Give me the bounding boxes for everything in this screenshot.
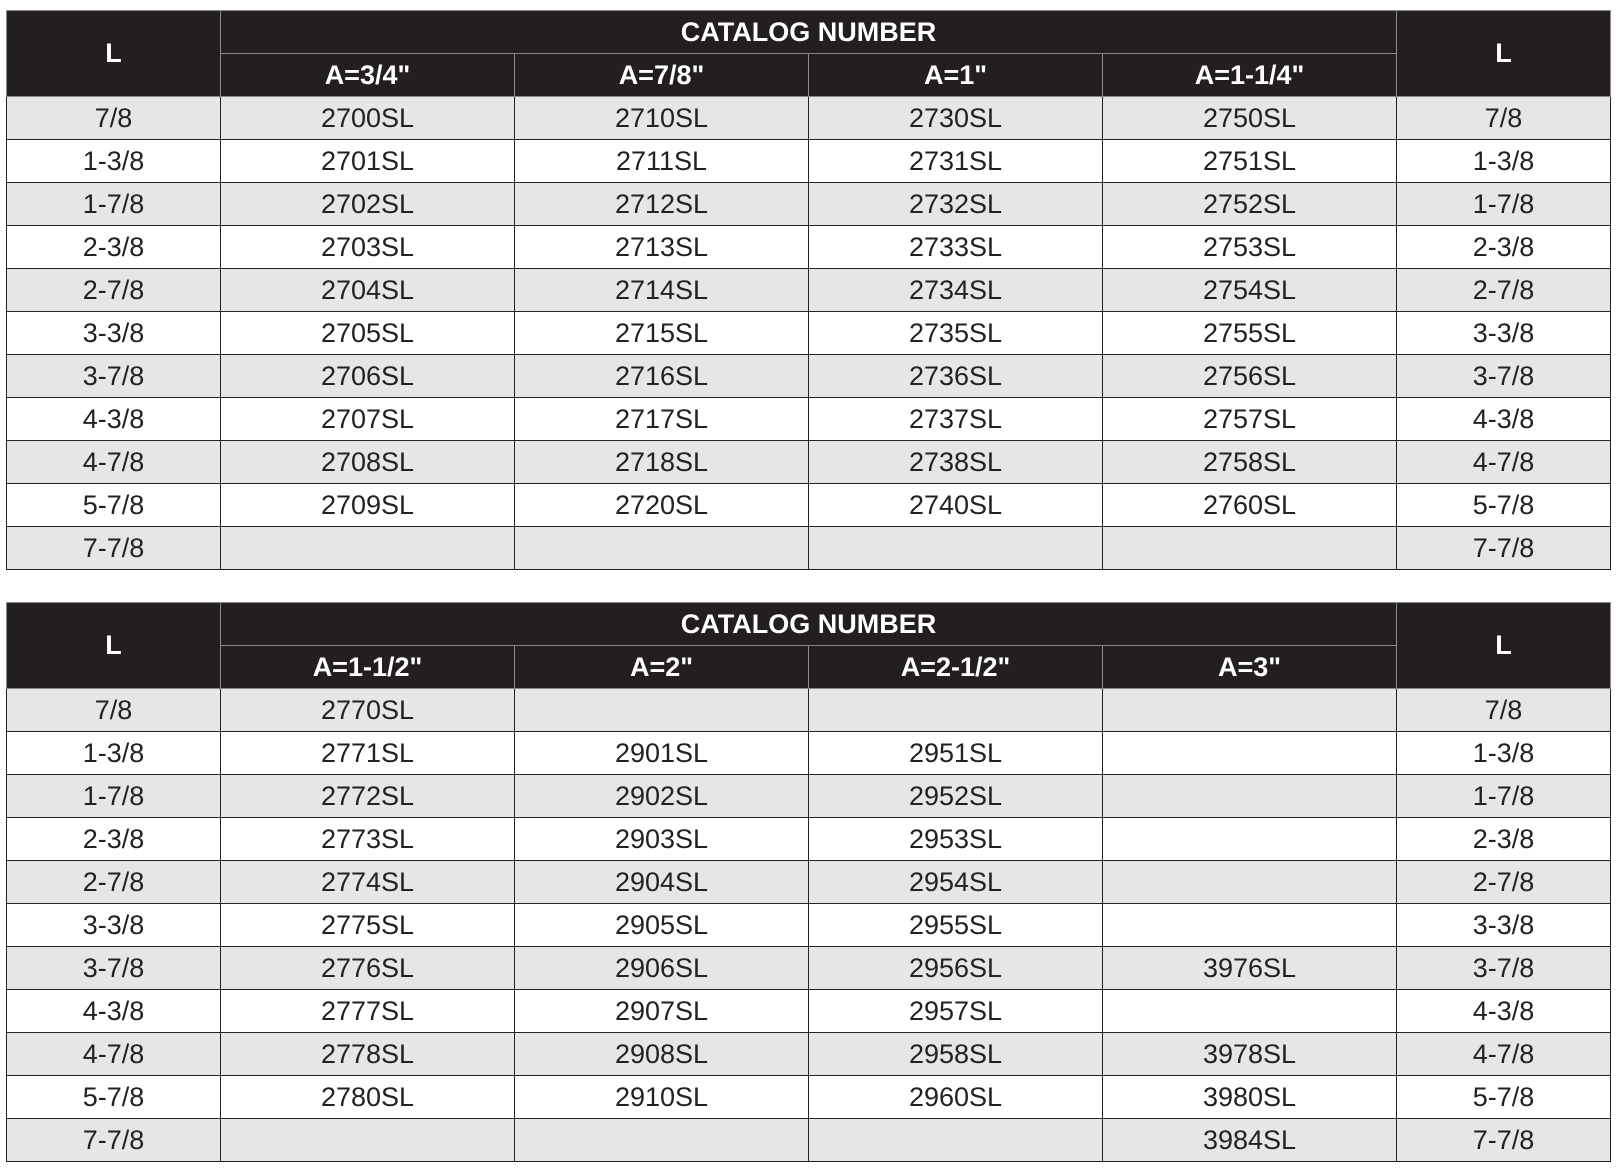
l-value-left: 1-3/8	[7, 140, 221, 183]
catalog-number-cell: 2736SL	[809, 355, 1103, 398]
table-row	[7, 226, 1611, 269]
catalog-number-cell: 2777SL	[221, 990, 515, 1033]
l-value-left: 2-3/8	[7, 226, 221, 269]
catalog-number-cell: 2710SL	[515, 97, 809, 140]
table-body	[7, 689, 1611, 1162]
catalog-number-cell: 2771SL	[221, 732, 515, 775]
column-header: A=3"	[1103, 646, 1397, 689]
table-row	[7, 904, 1611, 947]
l-value-left: 5-7/8	[7, 484, 221, 527]
table-row	[7, 1119, 1611, 1162]
catalog-number-cell: 2902SL	[515, 775, 809, 818]
l-value-right: 5-7/8	[1397, 1076, 1611, 1119]
l-value-right: 2-3/8	[1397, 818, 1611, 861]
catalog-number-cell: 2738SL	[809, 441, 1103, 484]
catalog-number-cell	[515, 1119, 809, 1162]
catalog-number-cell: 2750SL	[1103, 97, 1397, 140]
catalog-number-cell: 2760SL	[1103, 484, 1397, 527]
table-row	[7, 775, 1611, 818]
catalog-number-cell: 2720SL	[515, 484, 809, 527]
l-value-left: 3-3/8	[7, 312, 221, 355]
l-value-right: 7-7/8	[1397, 1119, 1611, 1162]
catalog-number-cell: 2701SL	[221, 140, 515, 183]
l-value-right: 1-3/8	[1397, 140, 1611, 183]
catalog-number-cell: 3976SL	[1103, 947, 1397, 990]
catalog-number-cell: 2960SL	[809, 1076, 1103, 1119]
l-value-left: 5-7/8	[7, 1076, 221, 1119]
catalog-number-cell: 2706SL	[221, 355, 515, 398]
catalog-number-cell: 2737SL	[809, 398, 1103, 441]
catalog-number-cell: 3980SL	[1103, 1076, 1397, 1119]
catalog-number-cell: 2731SL	[809, 140, 1103, 183]
catalog-number-cell	[1103, 818, 1397, 861]
l-value-right: 2-7/8	[1397, 269, 1611, 312]
l-value-right: 7/8	[1397, 97, 1611, 140]
catalog-number-cell: 2780SL	[221, 1076, 515, 1119]
catalog-number-cell: 2954SL	[809, 861, 1103, 904]
catalog-number-cell: 2713SL	[515, 226, 809, 269]
table-row	[7, 861, 1611, 904]
catalog-number-header: CATALOG NUMBER	[221, 11, 1397, 54]
catalog-number-cell	[809, 527, 1103, 570]
catalog-number-cell	[1103, 775, 1397, 818]
table-row	[7, 1076, 1611, 1119]
column-header: A=1"	[809, 54, 1103, 97]
column-header: A=1-1/2"	[221, 646, 515, 689]
catalog-number-cell: 2958SL	[809, 1033, 1103, 1076]
catalog-number-cell: 2778SL	[221, 1033, 515, 1076]
table-row	[7, 398, 1611, 441]
catalog-number-cell: 2732SL	[809, 183, 1103, 226]
catalog-number-cell: 2735SL	[809, 312, 1103, 355]
catalog-table-2	[6, 602, 1611, 1162]
catalog-number-cell: 2906SL	[515, 947, 809, 990]
l-value-left: 7/8	[7, 689, 221, 732]
catalog-number-cell	[1103, 732, 1397, 775]
table-row	[7, 689, 1611, 732]
catalog-number-cell: 2756SL	[1103, 355, 1397, 398]
table-row	[7, 484, 1611, 527]
catalog-number-cell: 2700SL	[221, 97, 515, 140]
l-value-left: 1-3/8	[7, 732, 221, 775]
l-value-right: 1-3/8	[1397, 732, 1611, 775]
l-value-left: 2-3/8	[7, 818, 221, 861]
table-row	[7, 355, 1611, 398]
catalog-number-cell: 2733SL	[809, 226, 1103, 269]
catalog-number-cell: 3978SL	[1103, 1033, 1397, 1076]
catalog-number-cell: 2774SL	[221, 861, 515, 904]
catalog-number-cell: 2708SL	[221, 441, 515, 484]
catalog-number-cell: 2956SL	[809, 947, 1103, 990]
table-row	[7, 312, 1611, 355]
catalog-number-cell: 2740SL	[809, 484, 1103, 527]
catalog-number-cell: 2705SL	[221, 312, 515, 355]
table-row	[7, 818, 1611, 861]
l-value-right: 2-7/8	[1397, 861, 1611, 904]
l-value-right: 7-7/8	[1397, 527, 1611, 570]
catalog-number-cell: 2755SL	[1103, 312, 1397, 355]
catalog-number-cell: 2910SL	[515, 1076, 809, 1119]
catalog-number-cell	[1103, 904, 1397, 947]
catalog-number-cell: 2730SL	[809, 97, 1103, 140]
catalog-number-cell	[515, 527, 809, 570]
catalog-number-header: CATALOG NUMBER	[221, 603, 1397, 646]
l-value-right: 5-7/8	[1397, 484, 1611, 527]
catalog-number-cell: 2908SL	[515, 1033, 809, 1076]
catalog-number-cell	[1103, 689, 1397, 732]
table-row	[7, 732, 1611, 775]
catalog-number-cell: 2711SL	[515, 140, 809, 183]
column-header: A=2-1/2"	[809, 646, 1103, 689]
table-row	[7, 1033, 1611, 1076]
catalog-number-cell	[515, 689, 809, 732]
l-value-right: 1-7/8	[1397, 775, 1611, 818]
l-value-left: 2-7/8	[7, 861, 221, 904]
l-value-right: 3-7/8	[1397, 355, 1611, 398]
catalog-number-cell: 2772SL	[221, 775, 515, 818]
catalog-number-cell: 2715SL	[515, 312, 809, 355]
l-value-right: 2-3/8	[1397, 226, 1611, 269]
catalog-number-cell: 2716SL	[515, 355, 809, 398]
table-row	[7, 441, 1611, 484]
l-header-right: L	[1397, 11, 1611, 97]
catalog-number-cell: 2712SL	[515, 183, 809, 226]
l-value-left: 1-7/8	[7, 183, 221, 226]
column-header: A=2"	[515, 646, 809, 689]
column-header: A=3/4"	[221, 54, 515, 97]
catalog-number-cell: 2751SL	[1103, 140, 1397, 183]
l-value-left: 4-7/8	[7, 441, 221, 484]
column-header: A=1-1/4"	[1103, 54, 1397, 97]
l-value-right: 4-7/8	[1397, 1033, 1611, 1076]
catalog-number-cell	[221, 1119, 515, 1162]
l-value-right: 1-7/8	[1397, 183, 1611, 226]
catalog-number-cell: 2752SL	[1103, 183, 1397, 226]
l-value-right: 7/8	[1397, 689, 1611, 732]
table-row	[7, 947, 1611, 990]
l-value-left: 4-3/8	[7, 990, 221, 1033]
catalog-number-cell: 2957SL	[809, 990, 1103, 1033]
l-value-left: 7/8	[7, 97, 221, 140]
table-row	[7, 97, 1611, 140]
column-header: A=7/8"	[515, 54, 809, 97]
catalog-number-cell: 2757SL	[1103, 398, 1397, 441]
l-value-right: 3-3/8	[1397, 312, 1611, 355]
catalog-number-cell: 2904SL	[515, 861, 809, 904]
l-header-right: L	[1397, 603, 1611, 689]
catalog-number-cell: 2754SL	[1103, 269, 1397, 312]
catalog-number-cell: 2953SL	[809, 818, 1103, 861]
l-value-left: 3-3/8	[7, 904, 221, 947]
l-value-left: 2-7/8	[7, 269, 221, 312]
table-body	[7, 97, 1611, 570]
catalog-number-cell: 2707SL	[221, 398, 515, 441]
l-value-right: 4-3/8	[1397, 990, 1611, 1033]
catalog-number-cell: 3984SL	[1103, 1119, 1397, 1162]
catalog-number-cell: 2951SL	[809, 732, 1103, 775]
table-row	[7, 183, 1611, 226]
catalog-number-cell: 2717SL	[515, 398, 809, 441]
l-value-left: 4-7/8	[7, 1033, 221, 1076]
catalog-number-cell: 2776SL	[221, 947, 515, 990]
l-value-left: 7-7/8	[7, 1119, 221, 1162]
catalog-number-cell: 2703SL	[221, 226, 515, 269]
catalog-number-cell: 2903SL	[515, 818, 809, 861]
catalog-number-cell: 2758SL	[1103, 441, 1397, 484]
catalog-number-cell: 2775SL	[221, 904, 515, 947]
l-header-left: L	[7, 11, 221, 97]
catalog-number-cell	[1103, 861, 1397, 904]
table-row	[7, 990, 1611, 1033]
table-row	[7, 527, 1611, 570]
catalog-number-cell: 2955SL	[809, 904, 1103, 947]
catalog-number-cell: 2907SL	[515, 990, 809, 1033]
catalog-number-cell	[221, 527, 515, 570]
l-value-left: 1-7/8	[7, 775, 221, 818]
catalog-number-cell: 2901SL	[515, 732, 809, 775]
l-value-right: 4-3/8	[1397, 398, 1611, 441]
catalog-number-cell	[809, 1119, 1103, 1162]
catalog-number-cell: 2704SL	[221, 269, 515, 312]
catalog-number-cell: 2773SL	[221, 818, 515, 861]
catalog-number-cell	[1103, 527, 1397, 570]
catalog-number-cell: 2734SL	[809, 269, 1103, 312]
catalog-number-cell: 2770SL	[221, 689, 515, 732]
catalog-number-cell	[1103, 990, 1397, 1033]
l-value-left: 3-7/8	[7, 947, 221, 990]
catalog-number-cell	[809, 689, 1103, 732]
l-value-left: 4-3/8	[7, 398, 221, 441]
catalog-number-cell: 2714SL	[515, 269, 809, 312]
catalog-number-cell: 2905SL	[515, 904, 809, 947]
l-value-right: 3-3/8	[1397, 904, 1611, 947]
catalog-number-cell: 2702SL	[221, 183, 515, 226]
catalog-table-1	[6, 10, 1611, 570]
catalog-number-cell: 2709SL	[221, 484, 515, 527]
catalog-number-cell: 2952SL	[809, 775, 1103, 818]
l-value-right: 4-7/8	[1397, 441, 1611, 484]
l-header-left: L	[7, 603, 221, 689]
l-value-left: 7-7/8	[7, 527, 221, 570]
table-row	[7, 140, 1611, 183]
l-value-left: 3-7/8	[7, 355, 221, 398]
table-row	[7, 269, 1611, 312]
l-value-right: 3-7/8	[1397, 947, 1611, 990]
catalog-number-cell: 2753SL	[1103, 226, 1397, 269]
catalog-number-cell: 2718SL	[515, 441, 809, 484]
